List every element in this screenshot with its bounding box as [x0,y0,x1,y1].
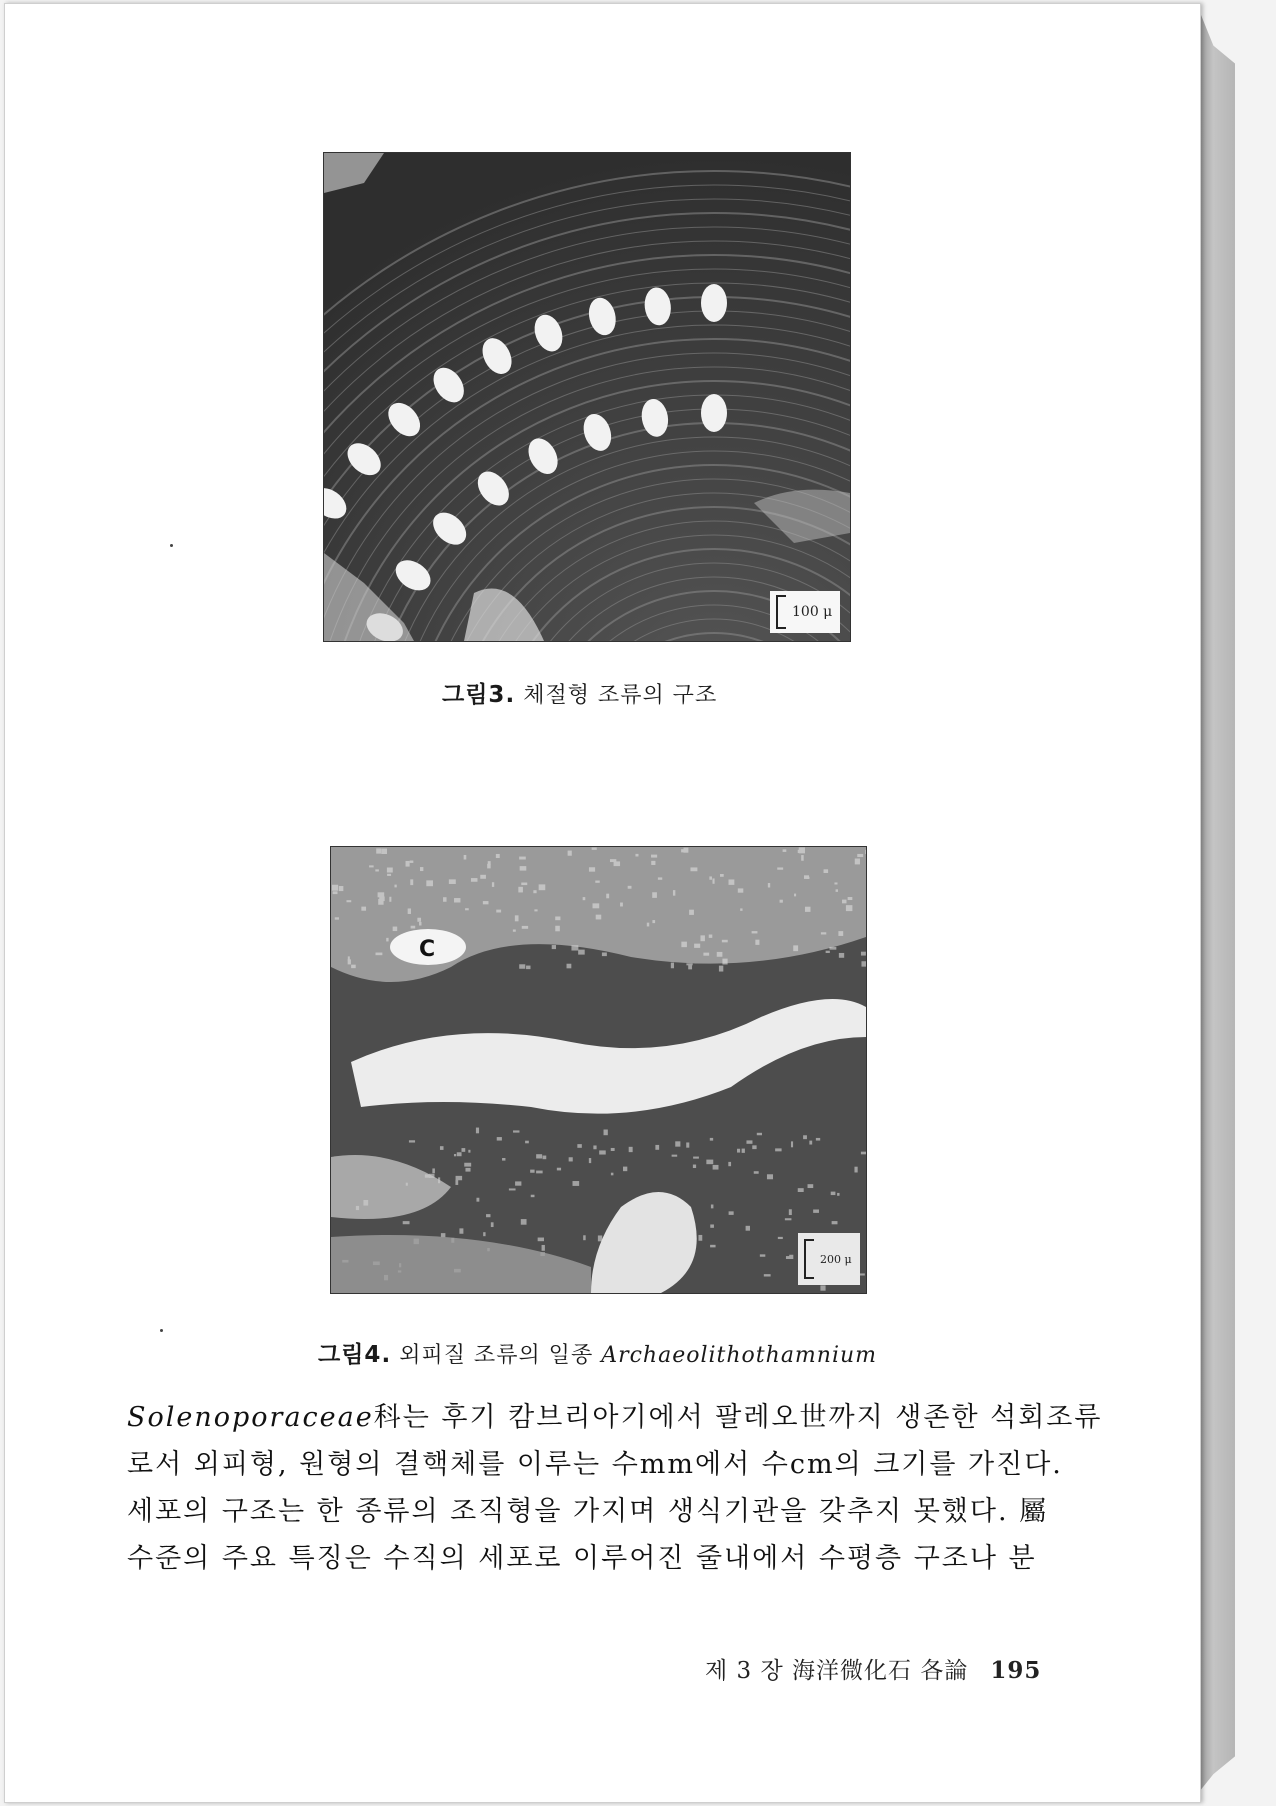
figure-4-scale-label: 200 μ [820,1252,852,1266]
book-page-edge [1199,10,1235,1792]
body-line-1-text: 科는 후기 캄브리아기에서 팔레오世까지 생존한 석회조류 [373,1402,1103,1433]
figure-3-scale-label: 100 μ [792,604,833,620]
chapter-title: 제 3 장 海洋微化石 各論 [705,1658,969,1684]
page-number: 195 [990,1657,1042,1684]
figure-4-caption-prefix: 그림4. [318,1342,392,1368]
figure-3-caption-text: 체절형 조류의 구조 [523,683,718,708]
figure-4-caption-scientific: Archaeolithothamnium [601,1343,878,1368]
figure-3-scale-bar [770,591,840,633]
scale-bracket-icon [804,1239,814,1279]
figure-4-micrograph [330,846,867,1294]
figure-4-caption-text: 외피질 조류의 일종 [399,1343,594,1368]
body-line-3: 세포의 구조는 한 종류의 조직형을 가지며 생식기관을 갖추지 못했다. 屬 [127,1496,1049,1527]
figure-4-inner-label: C [419,937,436,962]
taxon-name: Solenoporaceae [127,1402,374,1433]
body-line-4: 수준의 주요 특징은 수직의 세포로 이루어진 줄내에서 수평층 구조나 분 [127,1543,1037,1574]
body-paragraph [127,1394,1103,1582]
speck [160,1329,163,1332]
figure-4-caption [318,1336,877,1369]
speck [170,544,173,547]
page-footer [705,1652,1041,1685]
figure-4-scale-bar [798,1233,860,1285]
figure-3-image [324,153,850,641]
figure-4-image [331,847,866,1293]
scale-bracket-icon [776,595,786,628]
figure-3-caption [442,676,717,709]
figure-3-micrograph [323,152,851,642]
body-line-1 [127,1394,1103,1441]
body-line-2: 로서 외피형, 원형의 결핵체를 이루는 수mm에서 수cm의 크기를 가진다. [127,1449,1063,1480]
book-page [4,3,1201,1803]
figure-3-caption-prefix: 그림3. [442,682,516,708]
